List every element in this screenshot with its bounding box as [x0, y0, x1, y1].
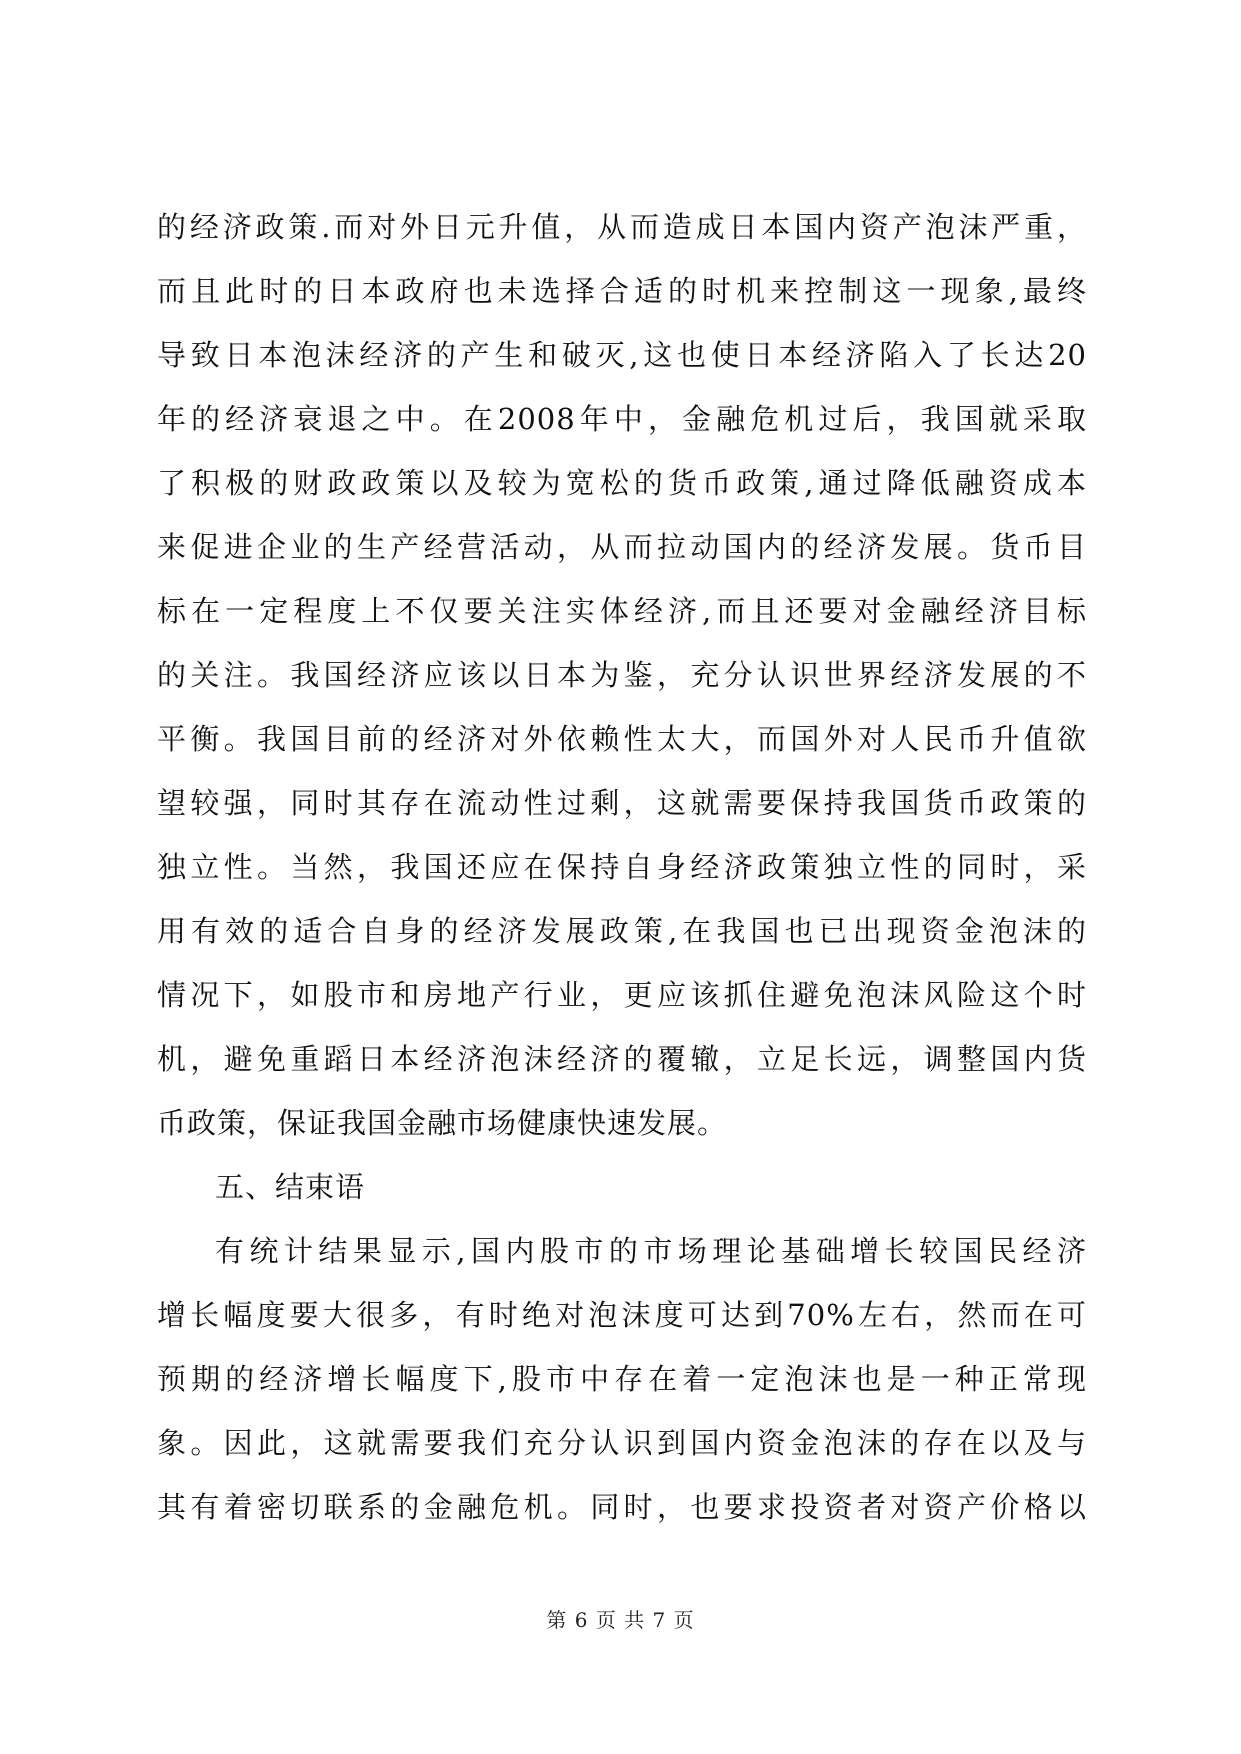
text-line: 年的经济衰退之中。在2008年中，金融危机过后，我国就采取 — [157, 402, 1087, 436]
text-line: 平衡。我国目前的经济对外依赖性太大，而国外对人民币升值欲 — [157, 722, 1087, 756]
text-line: 望较强，同时其存在流动性过剩，这就需要保持我国货币政策的 — [157, 786, 1087, 820]
text-line: 的关注。我国经济应该以日本为鉴，充分认识世界经济发展的不 — [157, 658, 1087, 692]
text-line: 了积极的财政政策以及较为宽松的货币政策,通过降低融资成本 — [157, 466, 1087, 500]
text-line: 来促进企业的生产经营活动，从而拉动国内的经济发展。货币目 — [157, 530, 1087, 564]
paragraph-conclusion — [157, 1219, 1087, 1539]
text-line: 而且此时的日本政府也未选择合适的时机来控制这一现象,最终 — [157, 274, 1087, 308]
text-line: 机，避免重蹈日本经济泡沫经济的覆辙，立足长远，调整国内货 — [157, 1042, 1087, 1076]
text-line: 预期的经济增长幅度下,股市中存在着一定泡沫也是一种正常现 — [157, 1362, 1087, 1396]
section-heading: 五、结束语 — [215, 1170, 366, 1204]
text-line: 导致日本泡沫经济的产生和破灭,这也使日本经济陷入了长达20 — [157, 338, 1087, 372]
document-body — [157, 195, 1087, 1539]
text-line: 的经济政策.而对外日元升值，从而造成日本国内资产泡沫严重， — [157, 210, 1087, 244]
text-line: 独立性。当然，我国还应在保持自身经济政策独立性的同时，采 — [157, 850, 1087, 884]
text-line: 标在一定程度上不仅要关注实体经济,而且还要对金融经济目标 — [157, 594, 1087, 628]
text-line: 增长幅度要大很多，有时绝对泡沫度可达到70%左右，然而在可 — [157, 1298, 1087, 1332]
text-line: 币政策，保证我国金融市场健康快速发展。 — [157, 1106, 728, 1140]
text-line: 有统计结果显示,国内股市的市场理论基础增长较国民经济 — [215, 1234, 1087, 1268]
page-number-footer: 第 6 页 共 7 页 — [546, 1608, 695, 1632]
text-line: 情况下，如股市和房地产行业，更应该抓住避免泡沫风险这个时 — [157, 978, 1087, 1012]
text-line: 象。因此，这就需要我们充分认识到国内资金泡沫的存在以及与 — [157, 1426, 1087, 1460]
text-line: 用有效的适合自身的经济发展政策,在我国也已出现资金泡沫的 — [157, 914, 1087, 948]
paragraph-continuation — [157, 195, 1087, 1155]
text-line: 其有着密切联系的金融危机。同时，也要求投资者对资产价格以 — [157, 1490, 1087, 1524]
